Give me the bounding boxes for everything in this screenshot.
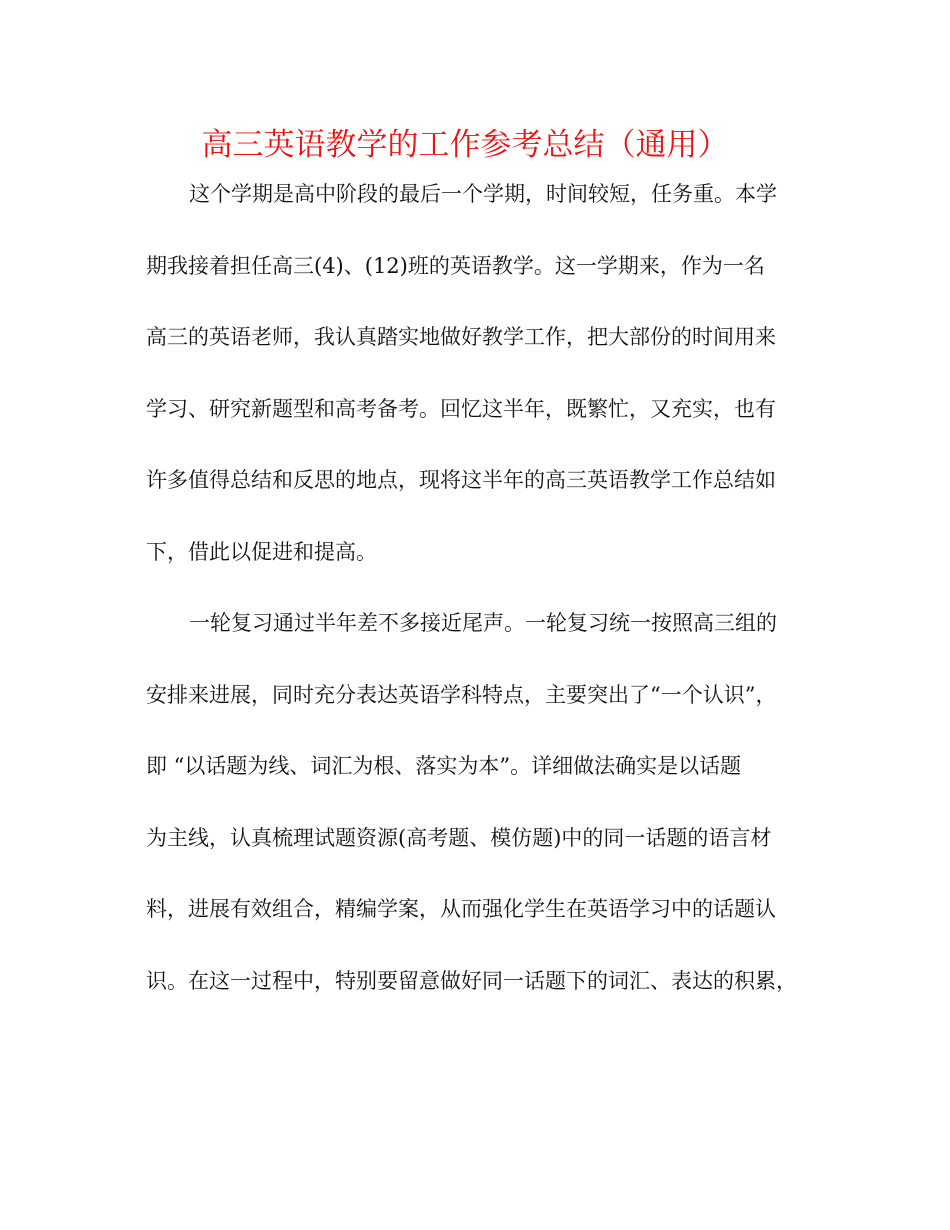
paragraph-1-line-5: 许多值得总结和反思的地点，现将这半年的高三英语教学工作总结如 xyxy=(146,468,776,492)
document-title: 高三英语教学的工作参考总结（通用） xyxy=(201,127,729,163)
paragraph-1-line-4: 学习、研究新题型和高考备考。回忆这半年，既繁忙，又充实，也有 xyxy=(146,396,776,421)
paragraph-1-line-1: 这个学期是高中阶段的最后一个学期，时间较短，任务重。本学 xyxy=(189,182,777,206)
paragraph-2-line-4: 为主线，认真梳理试题资源(高考题、模仿题)中的同一话题的语言材 xyxy=(146,825,772,850)
paragraph-2-line-2: 安排来进展，同时充分表达英语学科特点，主要突出了“一个认识”， xyxy=(146,682,777,707)
paragraph-1-line-3: 高三的英语老师，我认真踏实地做好教学工作，把大部份的时间用来 xyxy=(146,325,776,349)
paragraph-2-line-1: 一轮复习通过半年差不多接近尾声。一轮复习统一按照高三组的 xyxy=(189,611,777,635)
paragraph-1-line-2: 期我接着担任高三(4)、(12)班的英语教学。这一学期来，作为一名 xyxy=(146,253,765,278)
document-body xyxy=(146,170,816,1028)
paragraph-2-line-5: 料，进展有效组合，精编学案，从而强化学生在英语学习中的话题认 xyxy=(146,897,776,921)
paragraph-2-line-3: 即 “以话题为线、词汇为根、落实为本”。详细做法确实是以话题 xyxy=(146,754,742,778)
paragraph-1-line-6: 下，借此以促进和提高。 xyxy=(146,539,377,564)
paragraph-2-line-6: 识。在这一过程中，特别要留意做好同一话题下的词汇、表达的积累， xyxy=(146,968,797,993)
